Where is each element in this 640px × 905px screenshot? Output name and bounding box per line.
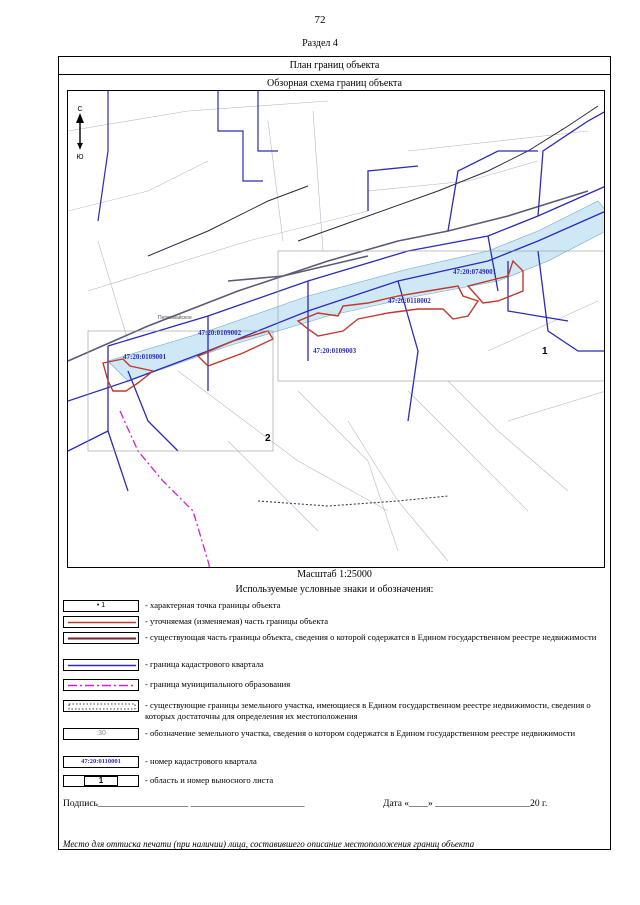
legend-sample-existing-line [63,632,139,644]
legend-sample-quarter-number: 47:20:0110001 [63,756,139,768]
legend-sample-quarter-line [63,659,139,671]
frame-header: План границ объекта [59,57,610,75]
stamp-note-text: Место для оттиска печати (при наличии) лица, составившего описание местоположения границ объекта [63,839,475,849]
map-canvas [68,91,605,568]
river [108,201,605,381]
legend-text: - характерная точка границы объекта [145,600,281,610]
section-title: Раздел 4 [302,38,338,49]
quarter-label: 47:20:0109002 [198,329,242,337]
legend-text: - существующие границы земельного участка, имеющиеся в Едином государственном реестре недвижимости, сведения о которых достаточны для определения их местоположения [145,700,591,721]
legend-text: - граница муниципального образования [145,679,291,689]
date-line: Дата «____» ____________________20 г. [383,799,548,809]
overview-map[interactable] [67,90,605,568]
legend-text: - обозначение земельного участка, сведения о котором содержатся в Едином государственном реестре недвижимости [145,728,576,738]
legend-text: - существующая часть границы объекта, сведения о которой содержатся в Едином государственном реестре недвижимости [145,632,597,642]
legend-sample-parcel-line [63,700,139,712]
quarter-label: 47:20:0749001 [453,268,497,276]
map-title: Обзорная схема границ объекта [267,78,402,89]
page-number: 72 [314,14,326,26]
canals [98,91,278,221]
legend-sample-refined-line [63,616,139,628]
plan-frame [58,56,611,850]
signature-line: Подпись___________________ ________________________ [63,799,305,809]
south-label: Ю [76,154,84,161]
legend-sample-municipal-line [63,679,139,691]
quarter-boundaries [68,111,605,491]
legend-sample-sheet [63,775,139,787]
legend-text: - уточняемая (изменяемая) часть границы объекта [145,616,329,626]
legend-title: Используемые условные знаки и обозначения: [235,584,434,595]
quarter-label: 47:20:0109001 [123,353,167,361]
legend-text: - граница кадастрового квартала [145,659,264,669]
north-label: С [77,106,83,113]
scale-label: Масштаб 1:25000 [297,569,372,580]
quarter-label: 47:20:0109003 [313,347,357,355]
sheet-number: 2 [265,433,271,444]
quarter-label: 47:20:0118002 [388,297,431,305]
municipal-boundary [120,411,210,568]
north-arrow-icon [76,106,84,161]
legend-text: - область и номер выносного листа [145,775,274,785]
legend-sheet-number: 1 [84,776,118,786]
legend-sample-parcel-label: :30 [63,728,139,740]
place-label: Первомайское [158,315,192,321]
legend-sample-point: • 1 [63,600,139,612]
sheet-number: 1 [542,346,548,357]
legend-text: - номер кадастрового квартала [145,756,257,766]
